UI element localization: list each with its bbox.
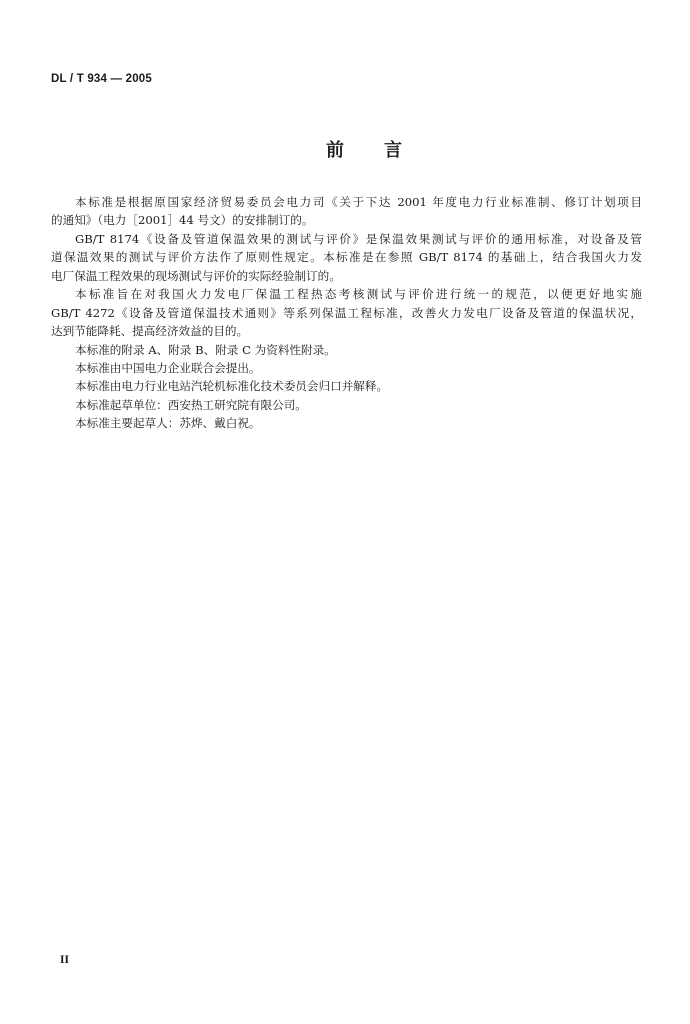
paragraph [51,285,642,340]
paragraph-line: 本标准由电力行业电站汽轮机标准化技术委员会归口并解释。 [75,379,389,394]
paragraph-line: 本标准的附录 A、附录 B、附录 C 为资料性附录。 [75,342,336,357]
paragraph-line: 本标准由中国电力企业联合会提出。 [75,360,261,375]
paragraph-line: 达到节能降耗、提高经济效益的目的。 [51,324,249,339]
paragraph [51,359,642,377]
paragraph [51,193,642,230]
paragraph [51,414,642,432]
paragraph-line: GB/T 8174《设备及管道保温效果的测试与评价》是保温效果测试与评价的通用标准，对设备及管 [75,231,642,246]
paragraph [51,377,642,395]
page-title [0,139,690,163]
paragraph [51,396,642,414]
paragraph-line: 的通知》（电力［2001］44 号文）的安排制订的。 [51,213,314,228]
page-title-char: 言 [384,140,402,161]
paragraph-line: 电厂保温工程效果的现场测试与评价的实际经验制订的。 [51,268,341,283]
paragraph-line: 本标准是根据原国家经济贸易委员会电力司《关于下达 2001 年度电力行业标准制、修订计划项目 [75,195,642,209]
page-title-char: 前 [326,140,344,161]
standard-number: DL / T 934 — 2005 [51,73,152,85]
paragraph [51,341,642,359]
foreword-body [51,193,642,433]
paragraph-line: 本标准起草单位：西安热工研究院有限公司。 [75,397,307,412]
paragraph-line: GB/T 4272《设备及管道保温技术通则》等系列保温工程标准，改善火力发电厂设备及管道的保温状况， [51,305,642,320]
paragraph [51,230,642,285]
paragraph-line: 道保温效果的测试与评价方法作了原则性规定。本标准是在参照 GB/T 8174 的基础上，结合我国火力发 [51,250,642,265]
paragraph-line: 本标准旨在对我国火力发电厂保温工程热态考核测试与评价进行统一的规范，以便更好地实施 [75,287,642,302]
paragraph-line: 本标准主要起草人：苏烨、戴白祝。 [75,416,261,431]
page-number: II [60,954,69,966]
